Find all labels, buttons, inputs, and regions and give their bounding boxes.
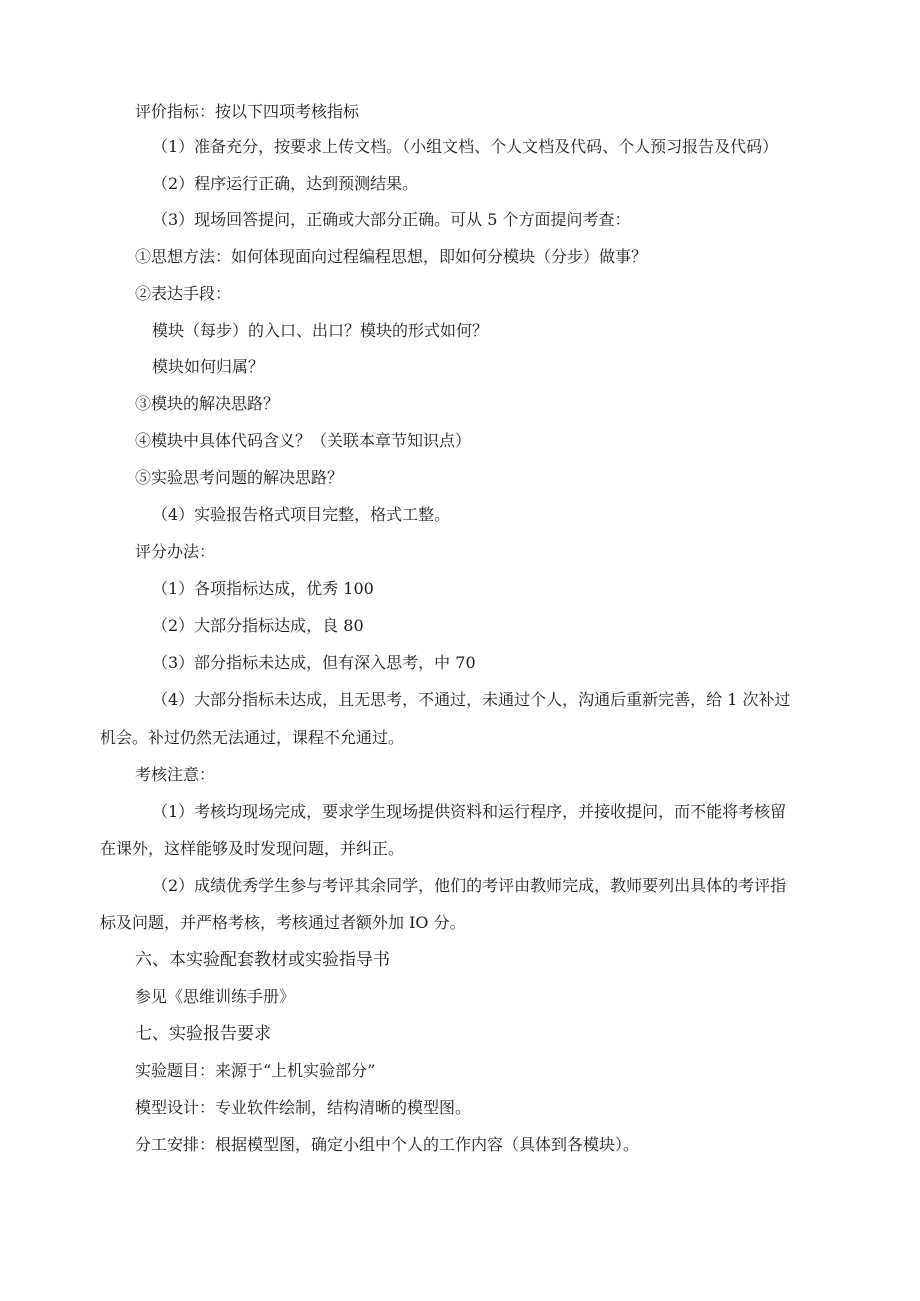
question-1: ①思想方法：如何体现面向过程编程思想，即如何分模块（分步）做事？ xyxy=(135,247,648,266)
evaluation-item-4: （4）实验报告格式项目完整，格式工整。 xyxy=(152,505,451,524)
notes-item-2-line-2: 标及问题，并严格考核，考核通过者额外加 IO 分。 xyxy=(100,913,466,932)
report-requirement-1: 实验题目：来源于“上机实验部分” xyxy=(135,1061,376,1080)
scoring-title: 评分办法： xyxy=(135,542,216,561)
question-2a: 模块（每步）的入口、出口？模块的形式如何？ xyxy=(152,321,489,340)
evaluation-item-3: （3）现场回答提问，正确或大部分正确。可从 5 个方面提问考查： xyxy=(152,210,631,229)
question-2b: 模块如何归属？ xyxy=(152,357,265,376)
scoring-item-1: （1）各项指标达成，优秀 100 xyxy=(152,579,374,598)
question-4: ④模块中具体代码含义？（关联本章节知识点） xyxy=(135,431,472,450)
evaluation-item-2: （2）程序运行正确，达到预测结果。 xyxy=(152,174,419,193)
section-7-heading: 七、实验报告要求 xyxy=(135,1024,271,1044)
scoring-item-4-line-1: （4）大部分指标未达成，且无思考，不通过，未通过个人，沟通后重新完善，给 1 次补过 xyxy=(152,690,791,709)
scoring-item-3: （3）部分指标未达成，但有深入思考，中 70 xyxy=(152,653,476,672)
question-2: ②表达手段： xyxy=(135,284,232,303)
scoring-item-4-line-2: 机会。补过仍然无法通过，课程不允通过。 xyxy=(100,728,405,747)
notes-item-1-line-1: （1）考核均现场完成，要求学生现场提供资料和运行程序，并接收提问，而不能将考核留 xyxy=(152,802,787,821)
report-requirement-2: 模型设计：专业软件绘制，结构清晰的模型图。 xyxy=(135,1098,472,1117)
notes-item-2-line-1: （2）成绩优秀学生参与考评其余同学，他们的考评由教师完成，教师要列出具体的考评指 xyxy=(152,876,787,895)
section-6-text: 参见《思维训练手册》 xyxy=(135,987,296,1006)
question-3: ③模块的解决思路？ xyxy=(135,394,280,413)
question-5: ⑤实验思考问题的解决思路？ xyxy=(135,468,344,487)
report-requirement-3: 分工安排：根据模型图，确定小组中个人的工作内容（具体到各模块）。 xyxy=(135,1135,640,1154)
scoring-item-2: （2）大部分指标达成，良 80 xyxy=(152,616,364,635)
notes-item-1-line-2: 在课外，这样能够及时发现问题，并纠正。 xyxy=(100,839,405,858)
notes-title: 考核注意： xyxy=(135,765,216,784)
evaluation-title: 评价指标：按以下四项考核指标 xyxy=(135,102,360,121)
section-6-heading: 六、本实验配套教材或实验指导书 xyxy=(135,950,390,970)
evaluation-item-1: （1）准备充分，按要求上传文档。（小组文档、个人文档及代码、个人预习报告及代码） xyxy=(152,137,779,156)
